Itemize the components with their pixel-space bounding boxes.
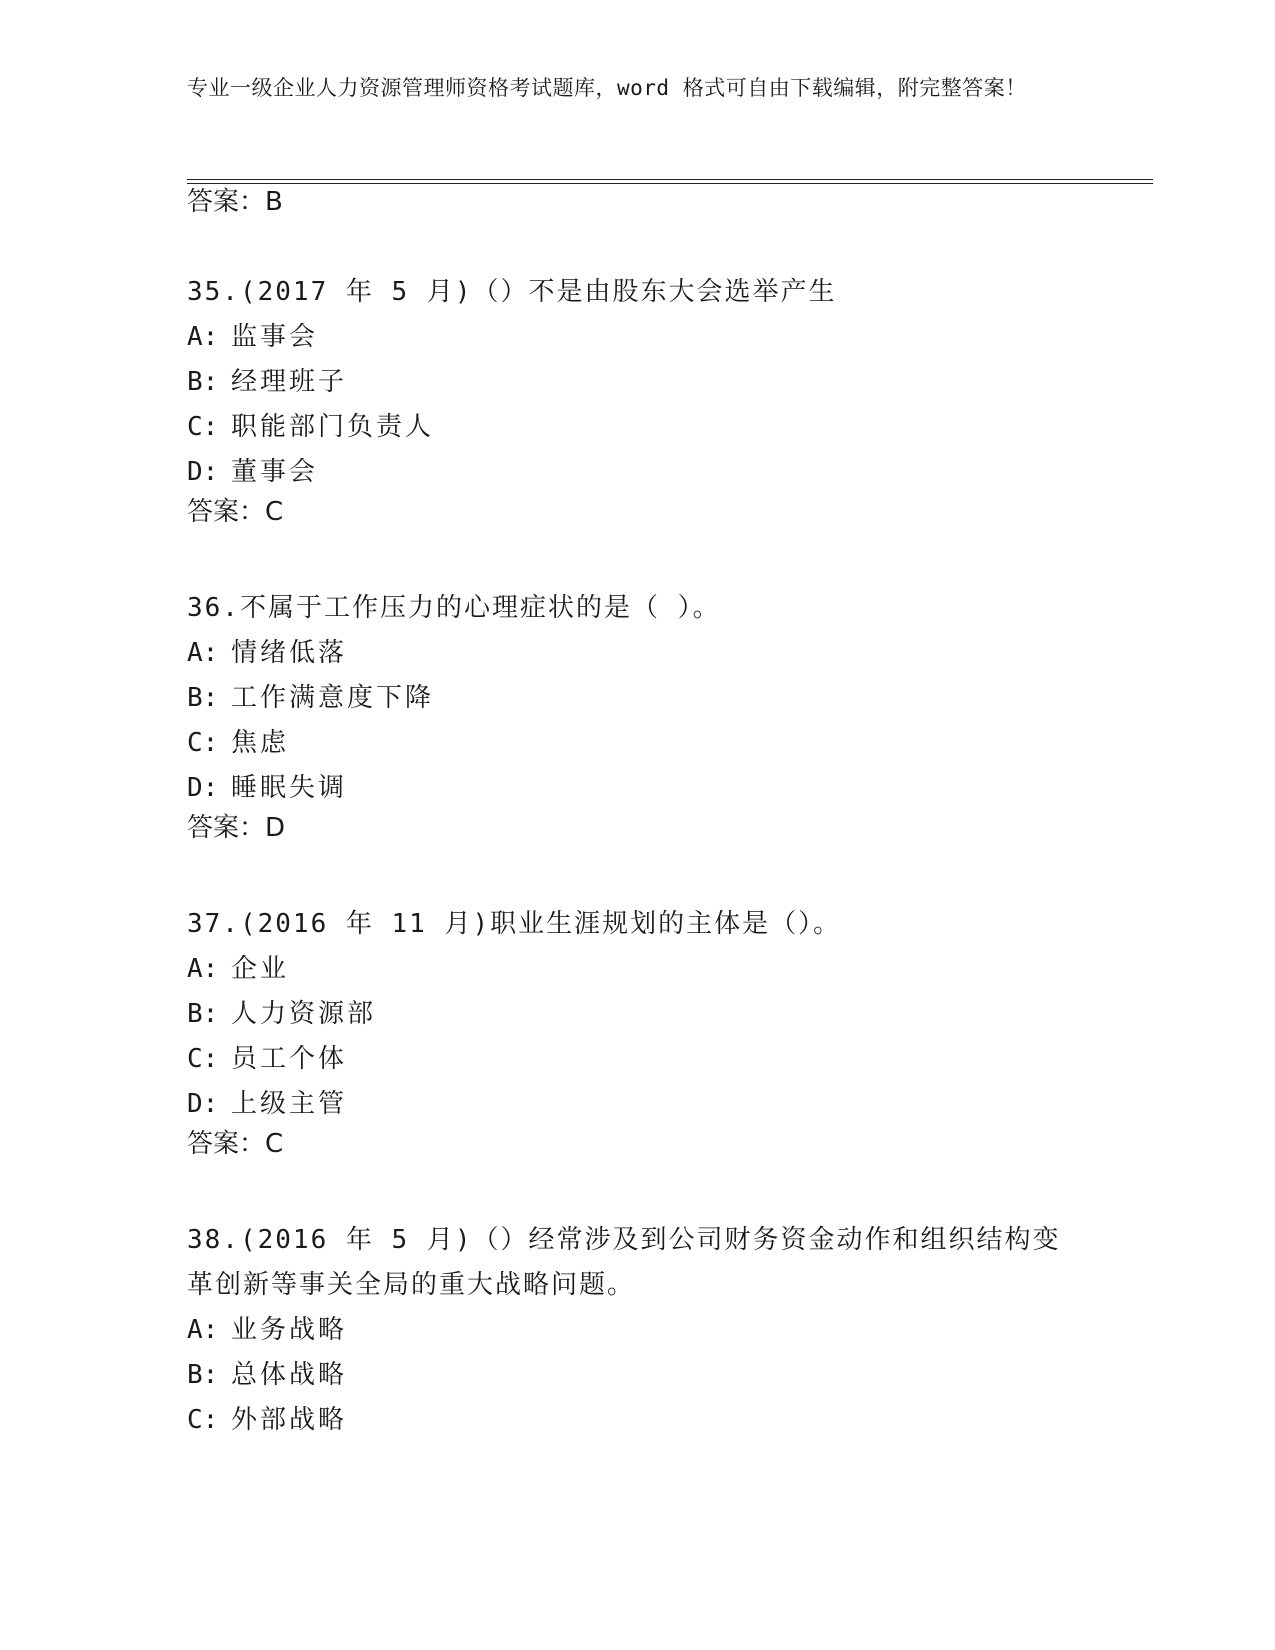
option-key: B: xyxy=(187,1360,219,1390)
question-36 xyxy=(187,586,1087,845)
option-b xyxy=(187,992,1087,1037)
option-c xyxy=(187,721,1087,766)
option-b xyxy=(187,1353,1067,1398)
option-key: C: xyxy=(187,728,219,758)
option-key: B: xyxy=(187,367,219,397)
option-key: A: xyxy=(187,954,219,984)
option-a xyxy=(187,315,1087,360)
header-divider xyxy=(187,179,1153,180)
option-key: A: xyxy=(187,322,219,352)
question-35 xyxy=(187,270,1087,529)
option-key: C: xyxy=(187,412,219,442)
question-stem: 36.不属于工作压力的心理症状的是（ ）。 xyxy=(187,593,721,623)
option-b xyxy=(187,676,1087,721)
question-stem: 35.(2017 年 5 月)（）不是由股东大会选举产生 xyxy=(187,277,837,307)
option-c xyxy=(187,1037,1087,1082)
option-a xyxy=(187,947,1087,992)
question-38 xyxy=(187,1218,1067,1443)
option-text: 情绪低落 xyxy=(231,638,348,668)
option-text: 职能部门负责人 xyxy=(231,412,435,442)
option-b xyxy=(187,360,1087,405)
option-key: B: xyxy=(187,999,219,1029)
document-header: 专业一级企业人力资源管理师资格考试题库，word 格式可自由下载编辑，附完整答案！ xyxy=(187,76,1027,100)
option-text: 董事会 xyxy=(231,457,319,487)
option-d xyxy=(187,450,1087,495)
question-stem: 38.(2016 年 5 月)（）经常涉及到公司财务资金动作和组织结构变革创新等事关全局的重大战略问题。 xyxy=(187,1225,1061,1300)
option-text: 企业 xyxy=(231,954,290,984)
answer-label: 答案：C xyxy=(187,497,284,527)
option-key: D: xyxy=(187,1089,219,1119)
option-key: A: xyxy=(187,1315,219,1345)
answer-label: 答案：C xyxy=(187,1129,284,1159)
answer-label: 答案：B xyxy=(187,187,283,217)
option-text: 经理班子 xyxy=(231,367,348,397)
question-37 xyxy=(187,902,1087,1161)
option-text: 上级主管 xyxy=(231,1089,348,1119)
option-text: 外部战略 xyxy=(231,1405,348,1435)
option-a xyxy=(187,1308,1067,1353)
question-stem: 37.(2016 年 11 月)职业生涯规划的主体是（）。 xyxy=(187,909,842,939)
previous-answer-block xyxy=(187,185,1087,219)
option-text: 总体战略 xyxy=(231,1360,348,1390)
option-text: 监事会 xyxy=(231,322,319,352)
option-key: D: xyxy=(187,773,219,803)
option-c xyxy=(187,405,1087,450)
option-key: B: xyxy=(187,683,219,713)
option-key: D: xyxy=(187,457,219,487)
option-key: C: xyxy=(187,1405,219,1435)
option-text: 工作满意度下降 xyxy=(231,683,435,713)
option-text: 业务战略 xyxy=(231,1315,348,1345)
option-d xyxy=(187,766,1087,811)
option-key: C: xyxy=(187,1044,219,1074)
option-text: 员工个体 xyxy=(231,1044,348,1074)
answer-label: 答案：D xyxy=(187,813,286,843)
option-key: A: xyxy=(187,638,219,668)
option-a xyxy=(187,631,1087,676)
option-text: 睡眠失调 xyxy=(231,773,348,803)
option-d xyxy=(187,1082,1087,1127)
option-c xyxy=(187,1398,1067,1443)
header-divider-second xyxy=(187,183,1153,184)
option-text: 人力资源部 xyxy=(231,999,377,1029)
option-text: 焦虑 xyxy=(231,728,290,758)
